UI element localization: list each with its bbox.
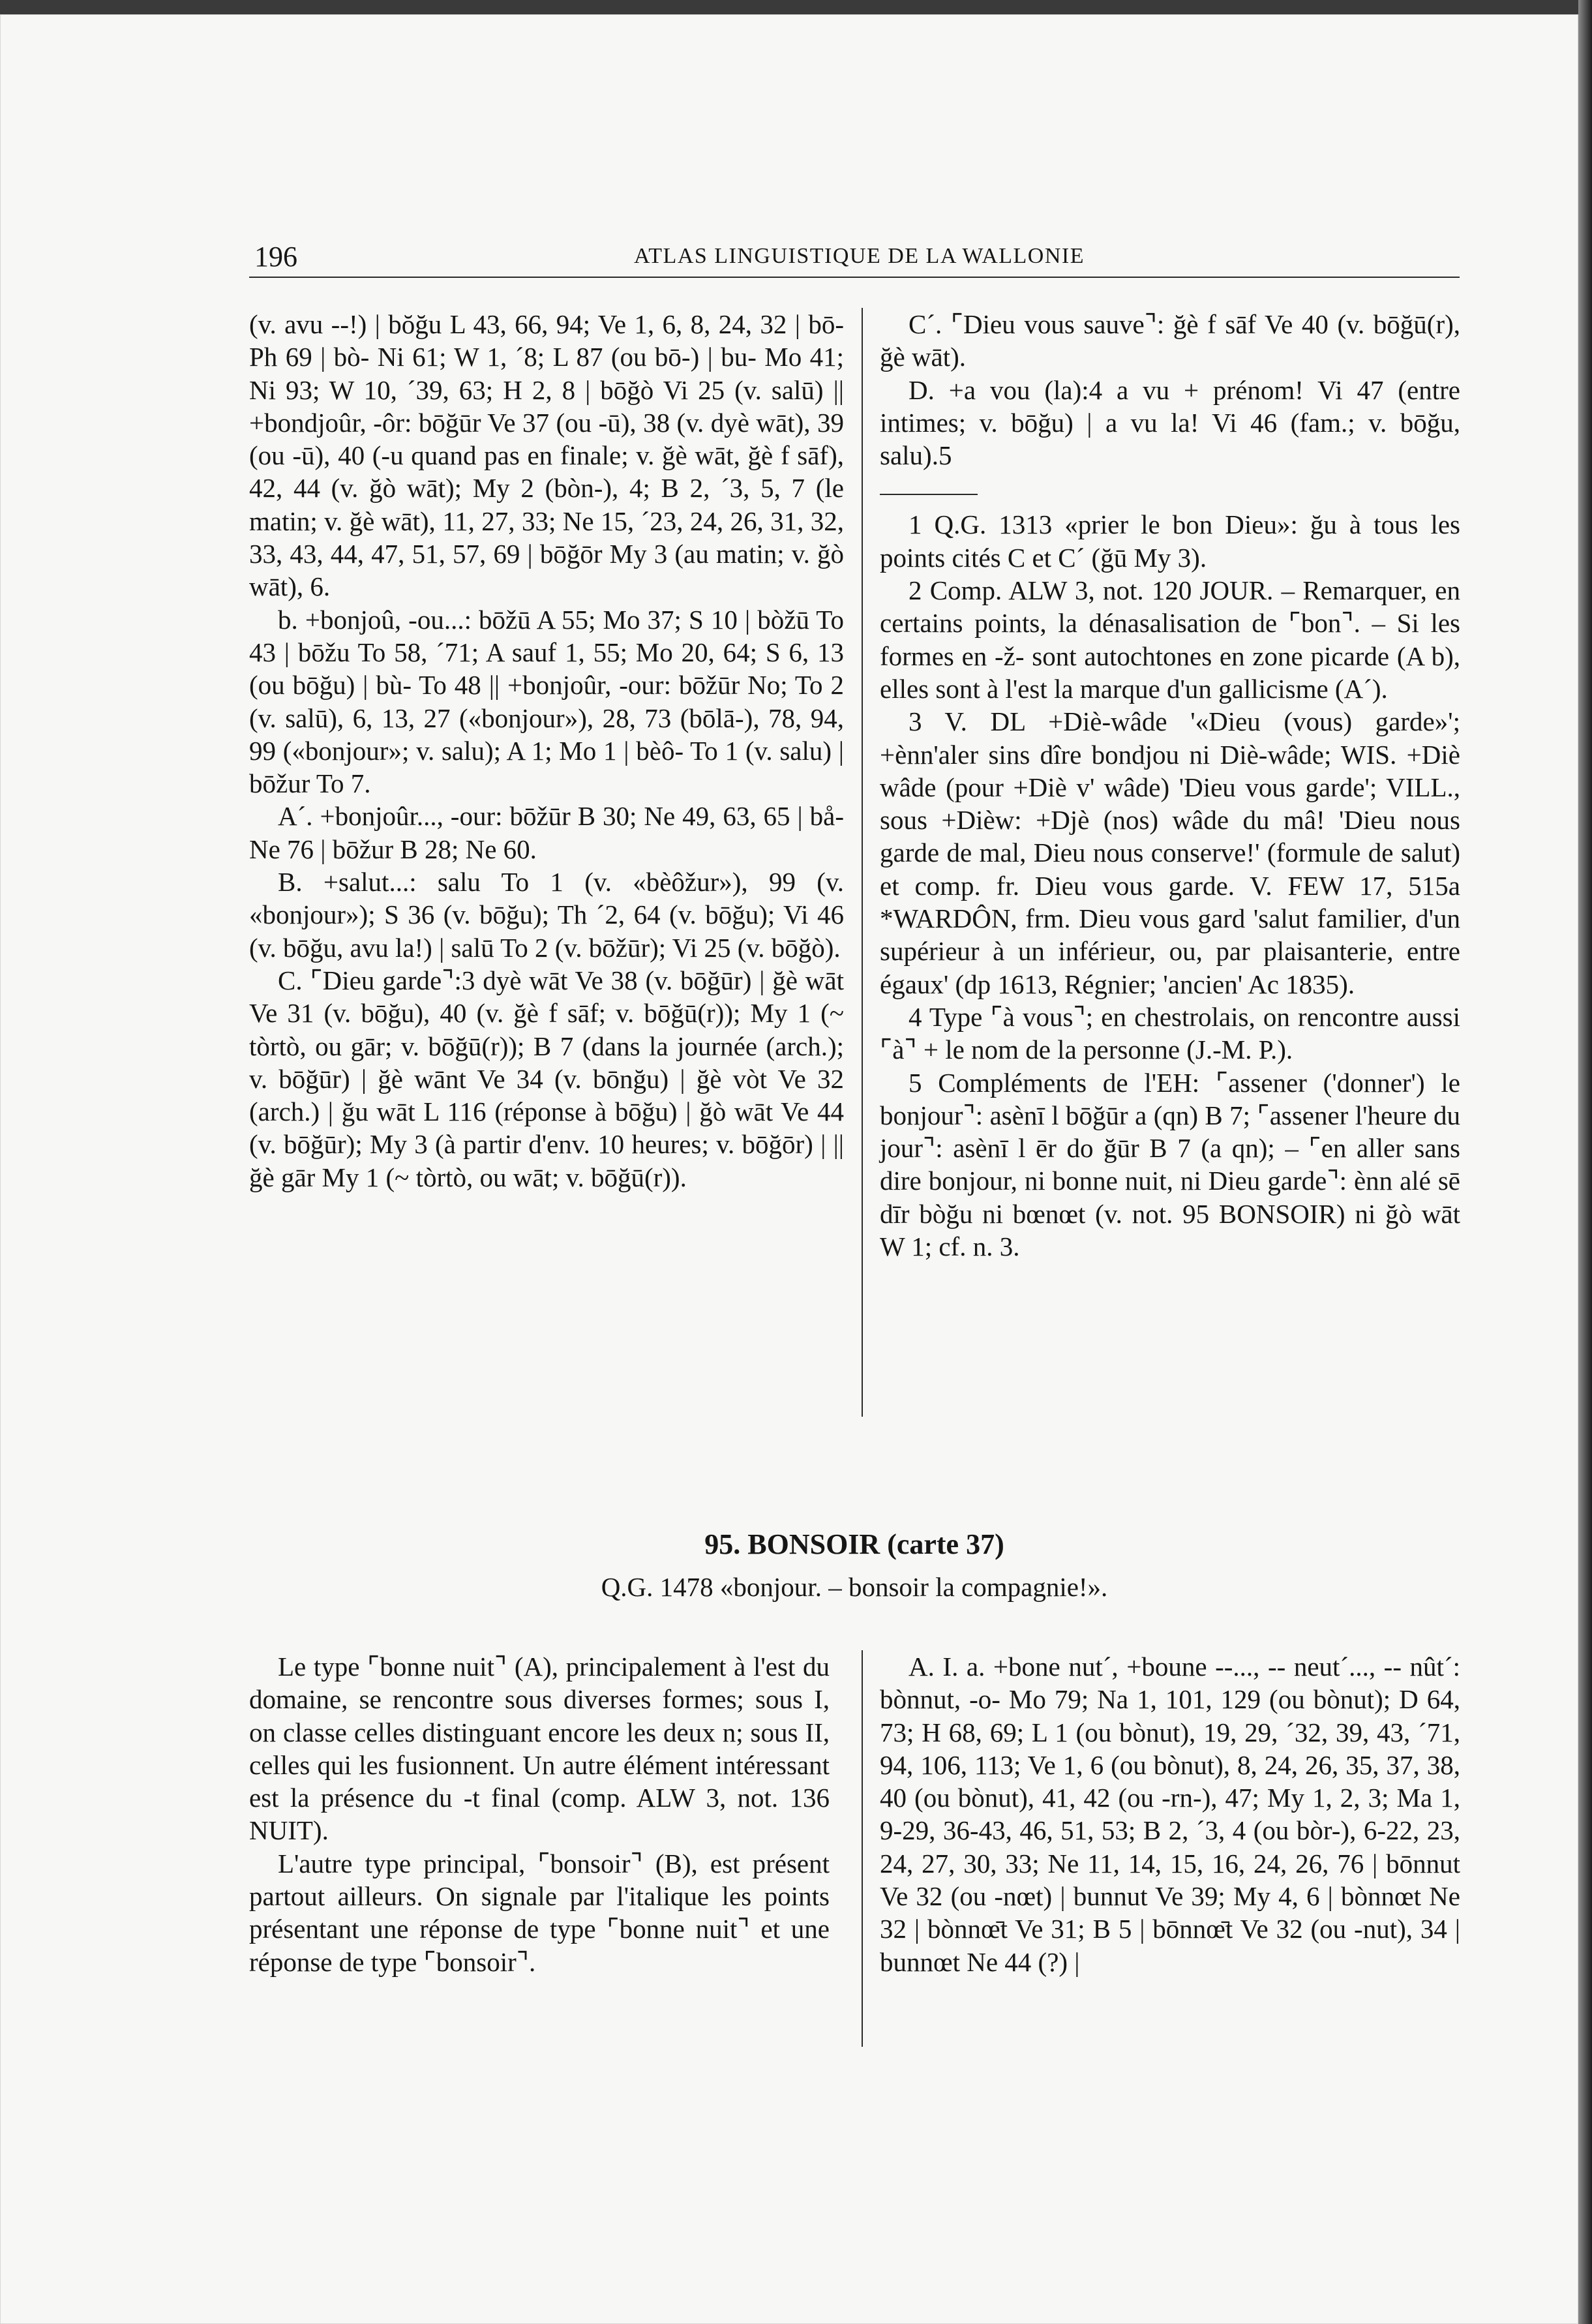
footnote: 1 Q.G. 1313 «prier le bon Dieu»: ğu à tous les points cités C et C´ (ğū My 3).	[880, 509, 1460, 573]
entry-paragraph: b. +bonjoû, -ou...: bōžū A 55; Mo 37; S 10 | bòžū To 43 | bōžu To 58, ´71; A sauf 1, 55; Mo 20, 64; S 6, 13 (ou bōğu) | bù- To 48 || +bonjoûr, -our: bōžūr No; To 2 (v. salū), 6, 13, 27 («bonjour»), 28, 73 (bōlā-), 78, 94, 99 («bonjour»; v. salu); A 1; Mo 1 | bèô- To 1 (v. salu) | bōžur To 7.	[249, 604, 844, 799]
entry-paragraph: C´. ⌜Dieu vous sauve⌝: ğè f sāf Ve 40 (v. bōğū(r), ğè wāt).	[880, 309, 1460, 372]
section-subtitle: Q.G. 1478 «bonjour. – bonsoir la compagnie!».	[601, 1572, 1108, 1602]
body-paragraph: Le type ⌜bonne nuit⌝ (A), principalement à l'est du domaine, se rencontre sous diverses formes; sous I, on classe celles distinguant encore les deux n; sous II, celles qui les fusionnent. Un autre élément intéressant est la présence du -t final (comp. ALW 3, not. 136 NUIT).	[249, 1652, 830, 1846]
scanned-page	[0, 14, 1578, 2324]
running-title: ATLAS LINGUISTIQUE DE LA WALLONIE	[634, 244, 1085, 268]
body-paragraph: L'autre type principal, ⌜bonsoir⌝ (B), est présent partout ailleurs. On signale par l'italique les points présentant une réponse de type ⌜bonne nuit⌝ et une réponse de type ⌜bonsoir⌝.	[249, 1848, 830, 1977]
page-number: 196	[254, 241, 297, 273]
page-header	[249, 235, 1460, 278]
footnote: 5 Compléments de l'EH: ⌜assener ('donner') le bonjour⌝: asènī l bōğūr a (qn) B 7; ⌜assener l'heure du jour⌝: asènī l ēr do ğūr B 7 (a qn); – ⌜en aller sans dire bonjour, ni bonne nuit, ni Dieu garde⌝: ènn alé sē dīr bòğu ni bœnœt (v. not. 95 BONSOIR) ni ğò wāt W 1; cf. n. 3.	[880, 1067, 1460, 1262]
right-column-bottom	[880, 1650, 1460, 1978]
right-column-top	[880, 308, 1460, 1263]
entry-paragraph: A. I. a. +bone nut´, +boune --..., -- neut´..., -- nût´: bònnut, -o- Mo 79; Na 1, 101, 129 (ou bònut); D 64, 73; H 68, 69; L 1 (ou bònut), 19, 29, ´32, 39, 43, ´71, 94, 106, 113; Ve 1, 6 (ou bònut), 8, 24, 26, 35, 37, 38, 40 (ou bònut), 41, 42 (ou -rn-), 47; My 1, 2, 3; Ma 1, 9-29, 36-43, 46, 51, 53; B 2, ´3, 4 (ou bòr-), 6-22, 23, 24, 27, 30, 33; Ne 11, 14, 15, 16, 24, 26, 76 | bōnnut Ve 32 (ou -nœt) | bunnut Ve 39; My 4, 6 | bònnœt Ne 32 | bònnœ̄t Ve 31; B 5 | bōnnœ̄t Ve 32 (ou -nut), 34 | bunnœt Ne 44 (?) |	[880, 1652, 1460, 1977]
entry-paragraph: B. +salut...: salu To 1 (v. «bèôžur»), 99 (v. «bonjour»); S 36 (v. bōğu); Th ´2, 64 (v. bōğu); Vi 46 (v. bōğu, avu la!) | salū To 2 (v. bōžūr); Vi 25 (v. bōğò).	[249, 867, 844, 963]
scan-edge	[1578, 0, 1592, 2324]
section-title: 95. BONSOIR (carte 37)	[704, 1528, 1004, 1560]
left-column-bottom	[249, 1650, 830, 1978]
entry-paragraph: (v. avu --!) | bŏğu L 43, 66, 94; Ve 1, 6, 8, 24, 32 | bō- Ph 69 | bò- Ni 61; W 1, ´8; L 87 (ou bō-) | bu- Mo 41; Ni 93; W 10, ´39, 63; H 2, 8 | bōğò Vi 25 (v. salū) || +bondjoûr, -ôr: bōğūr Ve 37 (ou -ū), 38 (v. dyè wāt), 39 (ou -ū), 40 (-u quand pas en finale; v. ğè wāt, ğè f sāf), 42, 44 (v. ğò wāt); My 2 (bòn-), 4; B 2, ´3, 5, 7 (le matin; v. ğè wāt), 11, 27, 33; Ne 15, ´23, 24, 26, 31, 32, 33, 43, 44, 47, 51, 57, 69 | bōğōr My 3 (au matin; v. ğò wāt), 6.	[249, 309, 844, 602]
entry-paragraph: D. +a vou (la):4 a vu + prénom! Vi 47 (entre intimes; v. bōğu) | a vu la! Vi 46 (fam.; v. bōğu, salu).5	[880, 374, 1460, 471]
footnote: 4 Type ⌜à vous⌝; en chestrolais, on rencontre aussi ⌜à⌝ + le nom de la personne (J.-M. P.).	[880, 1001, 1460, 1065]
column-divider	[862, 1650, 863, 2047]
column-divider	[862, 308, 863, 1417]
footnote: 2 Comp. ALW 3, not. 120 JOUR. – Remarquer, en certains points, la dénasalisation de ⌜bon⌝. – Si les formes en -ž- sont autochtones en zone picarde (A b), elles sont à l'est la marque d'un gallicisme (A´).	[880, 575, 1460, 704]
entry-paragraph: C. ⌜Dieu garde⌝:3 dyè wāt Ve 38 (v. bōğūr) | ğè wāt Ve 31 (v. bōğu), 40 (v. ğè f sāf; v. bōğū(r)); My 1 (~ tòrtò, ou gār; v. bōğū(r)); B 7 (dans la journée (arch.); v. bōğūr) | ğè wānt Ve 34 (v. bōnğu) | ğè vòt Ve 32 (arch.) | ğu wāt L 116 (réponse à bōğu) | ğò wāt Ve 44 (v. bōğūr); My 3 (à partir d'env. 10 heures; v. bōğōr) | || ğè gār My 1 (~ tòrtò, ou wāt; v. bōğū(r)).	[249, 965, 844, 1192]
entry-paragraph: A´. +bonjoûr..., -our: bōžūr B 30; Ne 49, 63, 65 | bå- Ne 76 | bōžur B 28; Ne 60.	[249, 801, 844, 864]
footnote-rule	[880, 494, 978, 495]
footnote: 3 V. DL +Diè-wâde '«Dieu (vous) garde»'; +ènn'aler sins dîre bondjou ni Diè-wâde; WIS. +Diè wâde (pour +Diè v' wâde) 'Dieu vous garde'; VILL., sous +Dièw: +Djè (nos) wâde du mâ! 'Dieu nous garde de mal, Dieu nous conserve!' (formule de salut) et comp. fr. Dieu vous garde. V. FEW 17, 515a *WARDÔN, frm. Dieu vous gard 'salut familier, d'un supérieur à un inférieur, ou, par plaisanterie, entre égaux' (dp 1613, Régnier; 'ancien' Ac 1835).	[880, 706, 1460, 999]
left-column-top	[249, 308, 844, 1194]
